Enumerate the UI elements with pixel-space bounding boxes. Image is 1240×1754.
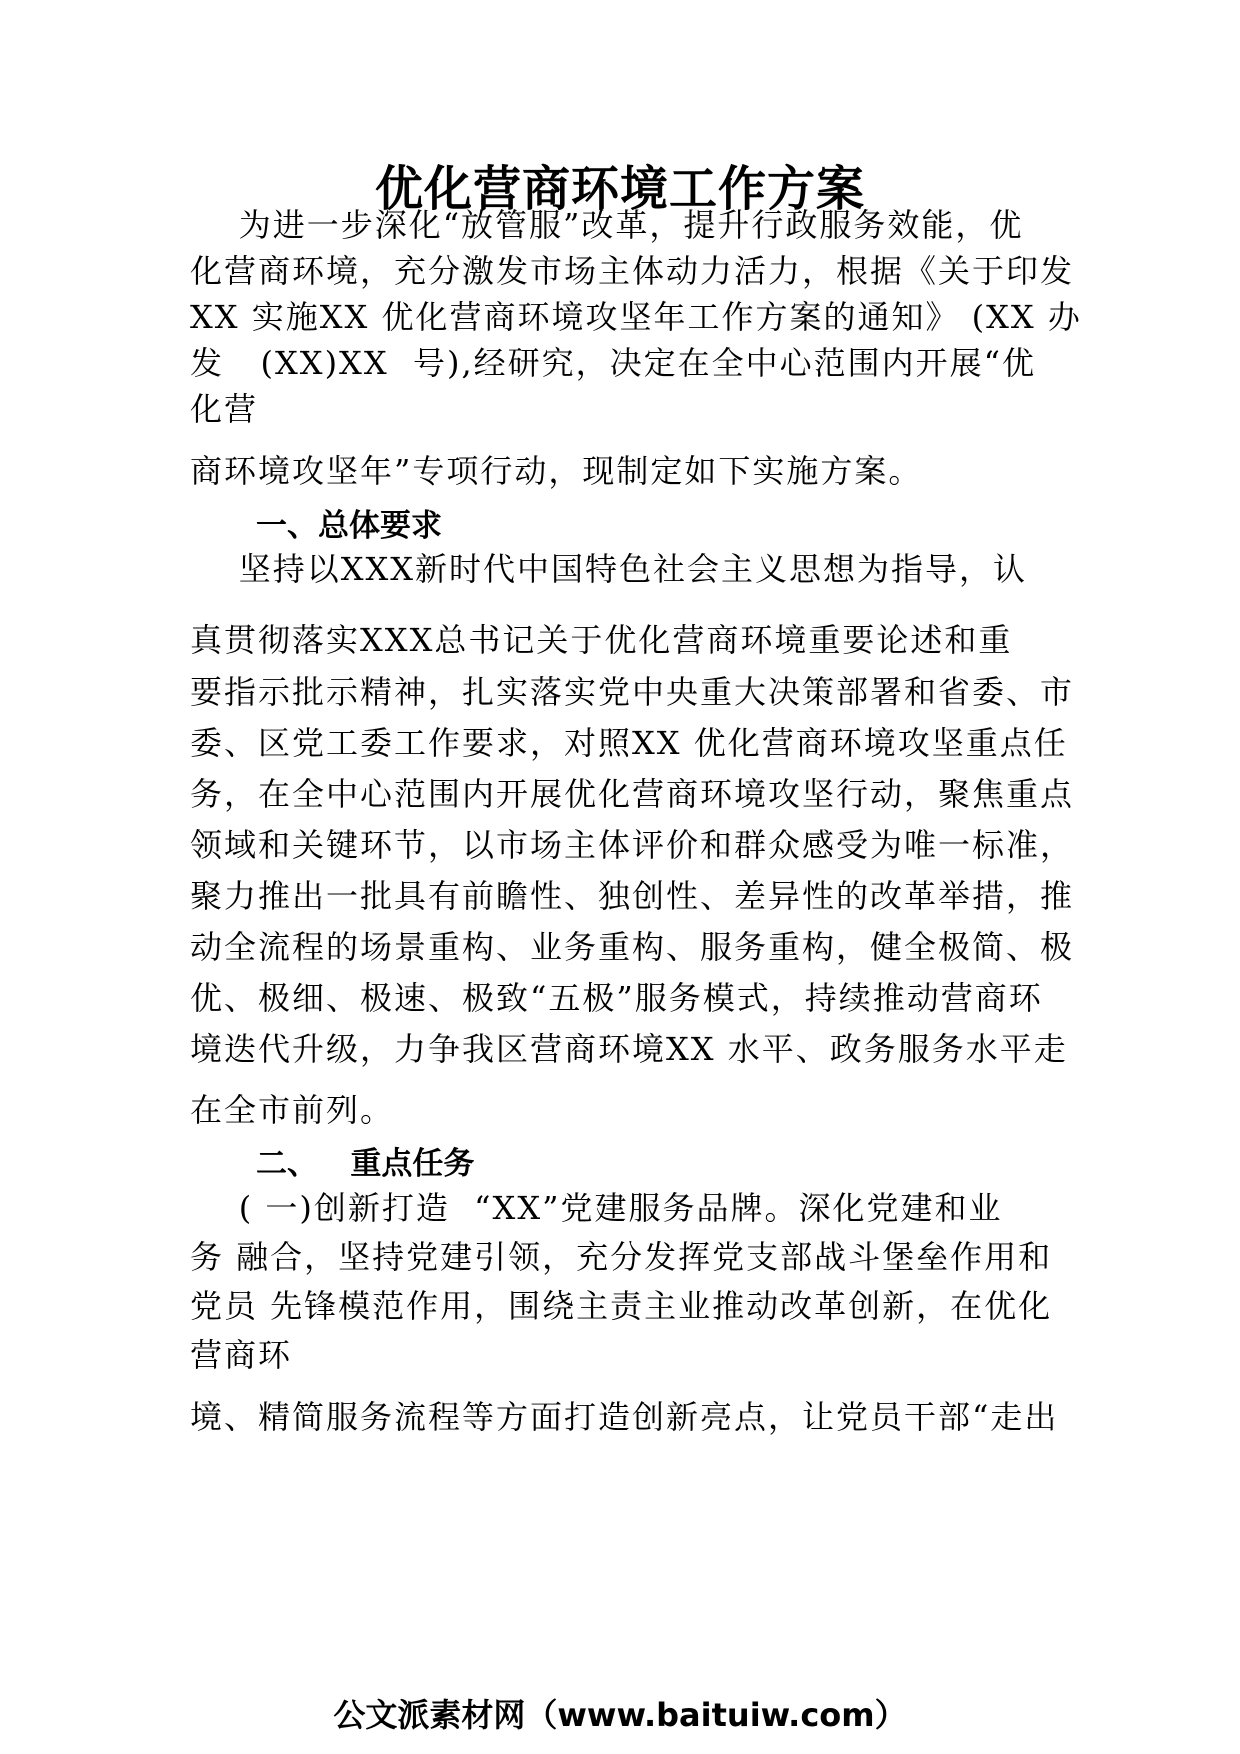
paragraph-line: 党员 先锋模范作用，围绕主责主业推动改革创新，在优化	[190, 1287, 1053, 1325]
paragraph-line: 营商环	[190, 1336, 293, 1374]
paragraph-line: 境、精简服务流程等方面打造创新亮点，让党员干部“走出	[190, 1398, 1059, 1436]
paragraph-line: 领域和关键环节，以市场主体评价和群众感受为唯一标准，	[190, 826, 1075, 864]
paragraph-line: 坚持以XXX新时代中国特色社会主义思想为指导，认	[190, 550, 1028, 588]
paragraph-line: ( 一)创新打造 “XX”党建服务品牌。深化党建和业	[190, 1189, 1003, 1227]
section-heading: 一、总体要求	[256, 508, 442, 544]
paragraph-line: 境迭代升级，力争我区营商环境XX 水平、政务服务水平走	[190, 1030, 1068, 1068]
source-footer: 公文派素材网（www.baituiw.com）	[333, 1696, 907, 1734]
paragraph-line: 委、区党工委工作要求，对照XX 优化营商环境攻坚重点任	[190, 724, 1068, 762]
intro-line: XX 实施XX 优化营商环境攻坚年工作方案的通知》 (XX 办	[190, 298, 1082, 336]
section-heading: 二、 重点任务	[256, 1146, 475, 1182]
paragraph-line: 真贯彻落实XXX总书记关于优化营商环境重要论述和重	[190, 621, 1013, 659]
paragraph-line: 务 融合，坚持党建引领，充分发挥党支部战斗堡垒作用和	[190, 1238, 1053, 1276]
paragraph-line: 要指示批示精神，扎实落实党中央重大决策部署和省委、市	[190, 673, 1075, 711]
document-title: 优化营商环境工作方案	[374, 161, 865, 217]
intro-line: 为进一步深化“放管服”改革，提升行政服务效能，优	[190, 206, 1024, 244]
paragraph-line: 聚力推出一批具有前瞻性、独创性、差异性的改革举措，推	[190, 877, 1075, 915]
paragraph-line: 动全流程的场景重构、业务重构、服务重构，健全极简、极	[190, 928, 1075, 966]
intro-line: 发 (XX)XX 号),经研究，决定在全中心范围内开展“优	[190, 344, 1036, 382]
paragraph-line: 在全市前列。	[190, 1091, 395, 1129]
intro-line: 化营商环境，充分激发市场主体动力活力，根据《关于印发	[190, 252, 1075, 290]
paragraph-line: 务，在全中心范围内开展优化营商环境攻坚行动，聚焦重点	[190, 775, 1075, 813]
intro-line: 商环境攻坚年”专项行动，现制定如下实施方案。	[190, 452, 923, 490]
intro-line: 化营	[190, 390, 259, 428]
paragraph-line: 优、极细、极速、极致“五极”服务模式，持续推动营商环	[190, 979, 1043, 1017]
